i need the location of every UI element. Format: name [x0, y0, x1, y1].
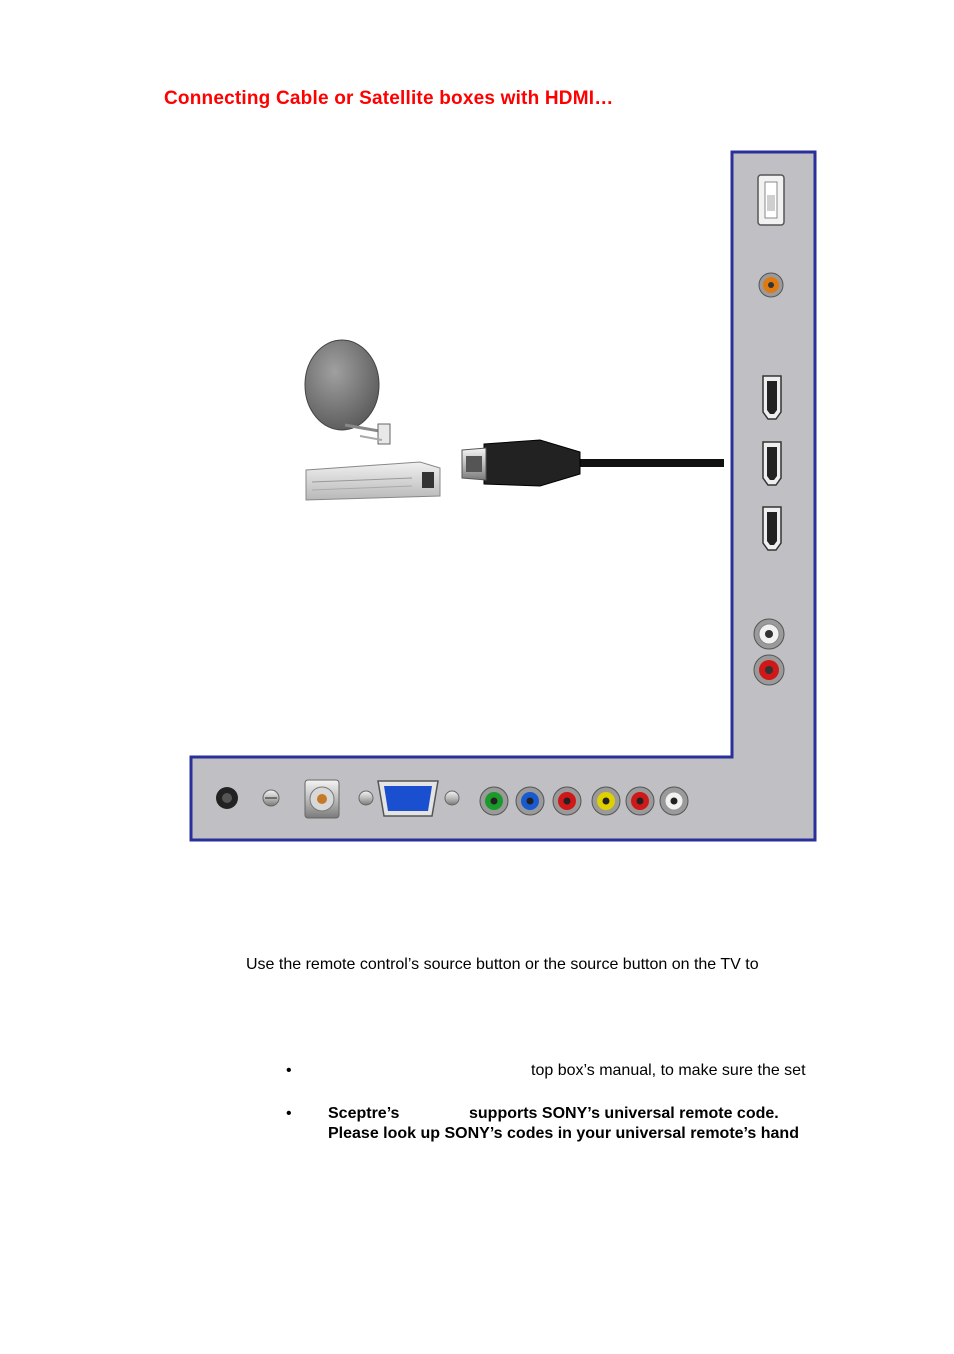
hdmi-port-icon — [763, 376, 781, 419]
component-red-port-icon — [553, 787, 581, 815]
bullet-2-text-b: supports SONY’s universal remote code. — [469, 1105, 779, 1122]
hdmi-port-icon — [763, 507, 781, 550]
screw-icon — [445, 791, 459, 805]
vga-port-icon — [378, 781, 438, 816]
coaxial-antenna-port-icon — [305, 780, 339, 818]
audio-red-port-icon — [626, 787, 654, 815]
bullet-2-text-a: Sceptre’s — [328, 1105, 400, 1122]
audio-white-port-icon — [754, 619, 784, 649]
bullet-1-text: top box’s manual, to make sure the set — [531, 1062, 806, 1079]
instruction-text: Use the remote control’s source button or the source button on the TV to — [246, 956, 759, 973]
component-green-port-icon — [480, 787, 508, 815]
set-top-box-icon — [306, 462, 440, 500]
tv-back-panel — [191, 152, 815, 840]
page-title: Connecting Cable or Satellite boxes with HDMI… — [164, 88, 614, 109]
video-yellow-port-icon — [592, 787, 620, 815]
component-blue-port-icon — [516, 787, 544, 815]
usb-port-icon — [758, 175, 784, 225]
hdmi-cable-icon — [462, 440, 724, 486]
satellite-dish-icon — [305, 340, 390, 444]
bullet-2-text-c: Please look up SONY’s codes in your universal remote’s hand — [328, 1125, 799, 1142]
hdmi-port-icon — [763, 442, 781, 485]
audio-red-port-icon — [754, 655, 784, 685]
screw-icon — [359, 791, 373, 805]
screw-icon — [263, 790, 279, 806]
headphone-port-icon — [216, 787, 238, 809]
audio-white-port-icon — [660, 787, 688, 815]
bullet-marker: • — [286, 1105, 292, 1122]
bullet-marker: • — [286, 1062, 292, 1079]
coaxial-digital-audio-port-icon — [759, 273, 783, 297]
